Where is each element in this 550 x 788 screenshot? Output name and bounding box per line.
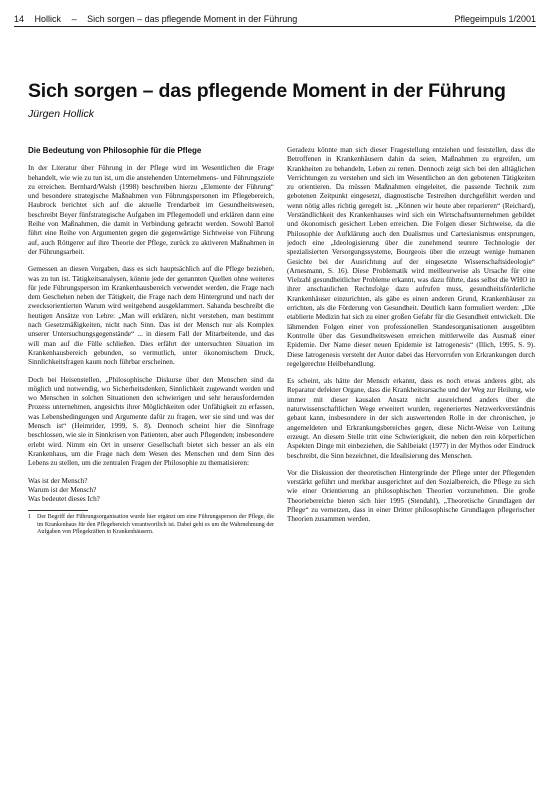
question-line: Was bedeutet dieses Ich? xyxy=(28,495,100,504)
section-heading: Die Bedeutung von Philosophie für die Pflege xyxy=(28,146,202,155)
question-list xyxy=(28,477,274,505)
running-header xyxy=(14,14,536,27)
header-author: Hollick xyxy=(34,14,62,24)
right-column xyxy=(287,146,535,778)
article-title: Sich sorgen – das pflegende Moment in der Führung xyxy=(28,80,506,102)
footnote-text: Der Begriff der Führungsorganisation wurde hier ergänzt um eine Führungsperson der Pflege, die im Krankenhaus für den Pflegebereich verantwortlich ist. Dabei geht es um die Wahrnehmung der Aufgaben von Pflegekräften in Krankenhäusern. xyxy=(37,514,274,536)
question-line: Warum ist der Mensch? xyxy=(28,485,97,494)
right-paragraph-1: Geradezu könnte man sich dieser Fragestellung entziehen und feststellen, dass die Betroffenen in Krankenhäusern dahin da seien, Maßnahmen zu ergreifen, um Krankheiten zu behandeln, Leben zu retten. Dennoch zeigt sich bei den alltäglichen Verrichtungen zu verstehen und sich im Wesentlichen an den gebotenen Tätigkeiten zu orientieren. Da müssen Maßnahmen eingeleitet, die passende Technik zum gebotenen Zeitpunkt eingesetzt, diagnostische Testreihen durchgeführt werden und wenn nötig alles richtig geregelt ist. „Können wir heute aber reparieren“ (Reichard), Verständlichkeit des Krankenhauses wird sich ein Wirtschaftsunternehmen gebildet und ökonomisch gesichert Leben erreichen. Die Folgen dieser Sichtweise, da die Philosophie der Aufklärung auch den Dualismus und Cartesianismus entsprungen, jedoch eine „Ideologisierung über die zunehmend teurere Technologie der spezialisierten Versorgungssysteme, Bourgeois über die erzeugt wenige humanen Gesichte bei der Ausrichtung auf der eingesetzte Wissenschaftsideologie“ (Arnesmann, S. 16). Diese Problematik wird meilleurweise als Ursache für eine Vielzahl gesundheitlicher Probleme erkannt, was dazu führte, dass selbst die WHO in ihrer anschaulichen Rechtsfolge dazu aufrufen muss, gesundheitsförderliche Krankenhäuser einzurichten, als gäbe es einen anderen Grund, Krankenhäuser zu errichten, als die Förderung von Gesundheit. Deutlich kann formuliert werden: „Die etablierte Medizin hat sich zu einer großen Gefahr für die Gesundheit entwickelt. Die lähmenden Folgen einer von professionellen Standesorganisationen ausgeübten Kontrolle über das Gesundheitswesen erreichen mittlerweile das Ausmaß einer Epidemie. Der Name dieser neuen Epidemie ist Iatrogenesis“ (Illich, 1995, S. 9). Diese Iatrogenesis versteht der Autor dabei das Hervorrufen von Erkrankungen durch regelgerechte Heilbehandlung. xyxy=(287,146,535,368)
left-paragraph-3: Doch bei Heisenstellen, „Philosophische Diskurse über den Menschen sind da möglich und notwendig, wo Sicherheitsdenken, Sinnlichkeit zugewandt werden und wo Menschen in solchen Situationen den schwierigen und sehr herausfordernden Prozess unternehmen, angesichts ihrer Möglichkeiten oder Unfähigkeit zu erfassen, was Lebensbedingungen und Argumente dafür zu fragen, wer sie sind und was der Mensch ist“ (Heimrider, 1999, S. 8). Dennoch scheint hier die Sinnfrage beschlossen, wie sie in Sinnkrisen von Patienten, aber auch Pflegenden; insbesondere erlebt wird. Nimm ein Ort in unserer Gesellschaft bietet sich besser an als ein Krankenhaus, um die Frage nach dem Wesen des Menschen und dem Sinn des Lebens zu stellen, um die zentralen Fragen der Philosophie zu thematisieren: xyxy=(28,375,274,468)
left-paragraph-2: Gemessen an diesen Vorgaben, dass es sich hauptsächlich auf die Pflege beziehen, was zu tun ist. Tätigkeitsanalysen, könnte jede der genannten Quellen ohne weiteres für jede Führungsperson im Krankenhausbereich verwendet werden, die Frage nach dem Geschehen neben der Tätigkeit, die Frage nach dem Hintergrund und nach der zwecksorientierten Warum wird weitgehend ausgeklammert. Sahanda beschreibt die heutigen Ansätze von Lehre: „Man will erklären, nicht verstehen, man bestimmt nach Gesetzmäßigkeiten, nicht nach Sinn. Das ist der Mensch nur als Komplex unserer Untersuchungsgegenstände“ ... in diesem Fall der Mitarbeitende, und das will man auf die Fülle schließen. Dies erfährt der untersuchten Situation im Krankenhausbereich gebunden, so vermutlich, unter ökonomischem Druck, Sinnlichkeitsfragen kaum noch führbar erscheinen. xyxy=(28,265,274,367)
header-left: 14 Hollick – Sich sorgen – das pflegende Moment in der Führung xyxy=(14,14,298,24)
right-paragraph-2: Es scheint, als hätte der Mensch erkannt, dass es noch etwas anderes gibt, als Reparatur defekter Organe, dass die Krankheitsursache und der Weg zur Heilung, wie immer mit dieser kausalen Ansatz nicht ausreichend anders über die naturwissenschaftlichen Wege erweitert wurden, regeneriertes Netzwerkverständnis gebaut kann, insbesondere in der sich auswertenden Rolle in der chronischen, je angemeldeten und Erkrankungsbereiches gegen, diese Nicht-Weise von Leitung erzeugt. An diesem Stelle tritt eine Schwierigkeit, die neben den rein körperlichen Aspekten Dinge mit einbeziehen, die Sahlbeiakt (1977) in der Mythos oder Eindruck beschreibt, die Sinn bezeichnet, die Idealisierung des Menschen. xyxy=(287,377,535,460)
footnote-number: 1 xyxy=(28,514,31,521)
article-author: Jürgen Hollick xyxy=(28,108,94,120)
header-running-title: Sich sorgen – das pflegende Moment in der Führung xyxy=(87,14,298,24)
footnote xyxy=(28,514,274,536)
question-line: Was ist der Mensch? xyxy=(28,476,88,485)
left-paragraph-1: In der Literatur über Führung in der Pflege wird im Wesentlichen die Frage behandelt, wie wie zu tun ist, um die anstehenden Unternehmens- und Führungsziele zu erreichen. Bernhard/Walsh (1998) beschreiben hierzu „Elemente der Führung“ und besondere strategische Maßnahmen von Führungspersonen im Pflegebereich, Haubrock berichtet sich auf die aktuelle Trendarbeit im Gesundheitswesen, beschreibt Beyer fünfstrategische Aufgaben im Pflegemodell und erklären dann eine Reihe von Maßnahmen, die damit in Verbindung gebracht werden. Sowohl Bartol führt eine Reihe von Argumenten gegen die gegenwärtige Sichtweise von Führung auf, auch Röttgerer auf ihre Theorie der Pflege, zurück zu aktiveren Maßnahmen in der Führungsarbeit. xyxy=(28,164,274,256)
header-journal: Pflegeimpuls 1/2001 xyxy=(454,14,536,24)
page-number: 14 xyxy=(14,14,25,24)
footnote-divider xyxy=(28,510,88,511)
left-column xyxy=(28,146,274,778)
right-paragraph-3: Vor die Diskussion der theoretischen Hintergründe der Pflege unter der Pflegenden verstärkt geführt und merkbar ausgerichtet auf den Sozialbereich, die Pflege zu sich wie einer Orientierung an philosophischen Theorien vorzunehmen. Die große Theoriebereiche bieten sich hier 1995 (Stendahl), „Theoretische Grundlagen der Pflege“ zu vernetzen, dass in einer Dritter philosophische Grundlagen pflegerischer Theorien zusammen werden. xyxy=(287,468,535,524)
